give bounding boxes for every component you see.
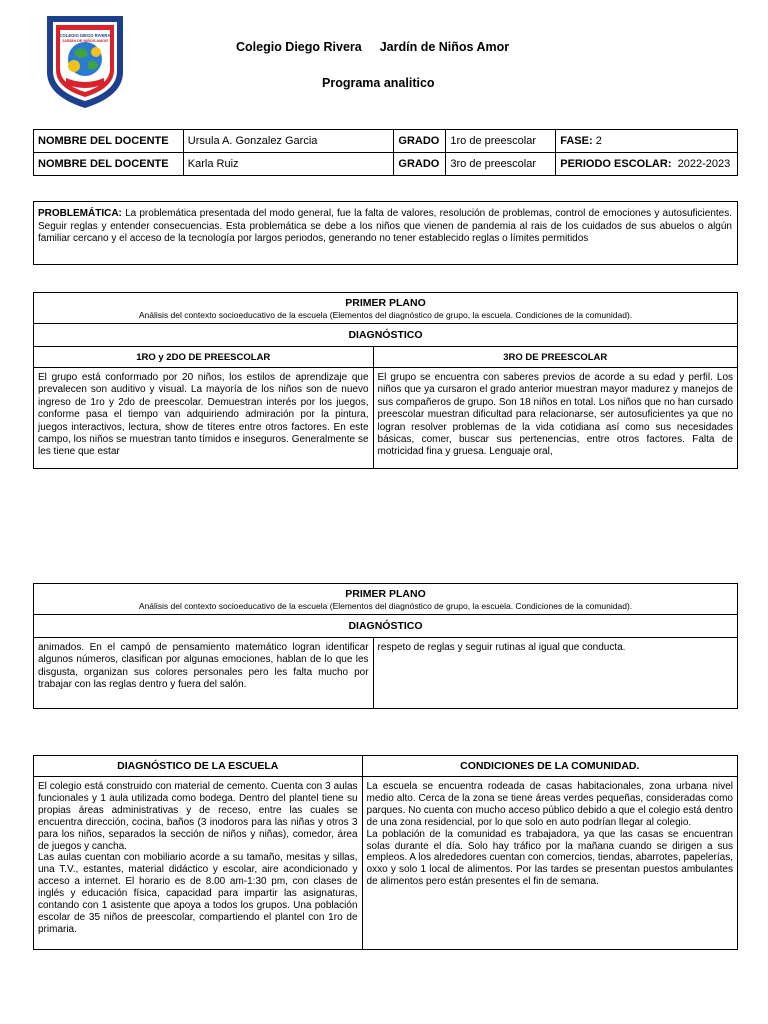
grade-value: 1ro de preescolar [446,130,556,153]
school-diagnosis-header: DIAGNÓSTICO DE LA ESCUELA [34,756,363,777]
phase-label: FASE: [560,135,593,147]
table-row [34,293,738,324]
diagnosis-text-3: El grupo se encuentra con saberes previos de acorde a su edad y perfil. Los niños que ya cursaron el grado anterior muestran mayor madurez y manejos de sus compañeros de grupo. Son 18 niños en total. Los niños que no han cursado preescolar muestran dificultad para relacionarse, ser autosuficientes ya que no logran resolver problemas de la vida cotidiana así como sus necesidades básicas, comer, buscar sus pertenencias, entre otros factores. Falta de motricidad fina y gruesa. Lenguaje oral, [377,372,733,458]
diagnosis-text-3: respeto de reglas y seguir rutinas al igual que conducta. [377,642,626,653]
teacher-name: Ursula A. Gonzalez Garcia [183,130,394,153]
diagnosis-title: DIAGNÓSTICO [34,615,738,638]
school-community-table [33,755,738,950]
school-diagnosis-p1: El colegio está construido con material de cemento. Cuenta con 3 aulas funcionales y 1 aula utilizada como bodega. Dentro del plantel tiene su propias áreas administrativas y de receso, entre las cuales se encuentra dirección, cocina, baños (3 inodoros para las niñas y otros 3 para los niños, separados la sección de niños y niñas), comedor, área de juegos y cancha. [38,781,358,852]
grade-value: 3ro de preescolar [446,153,556,176]
community-conditions-header: CONDICIONES DE LA COMUNIDAD. [362,756,737,777]
community-conditions-p1: La escuela se encuentra rodeada de casas habitacionales, zona urbana nivel medio alto. Cerca de la zona se tiene áreas verdes pequeñas, consideradas como parques. No cuenta con mucho acceso público debido a que el colegio está dentro de una zona residencial, por lo que solo en auto podrían llegar al colegio. [366,781,733,828]
phase-cell [556,130,738,153]
program-title: Programa analitico [322,76,435,90]
school-diagnosis-p2: Las aulas cuentan con mobiliario acorde a su tamaño, mesitas y sillas, una T.V., estantes, material didáctico y escolar, aire acondicionado y acceso a internet. El horario es de 8.00 am-1:30 pm, con clases de inglés y educación física, capacidad para impartir las asignaturas, contando con 1 asistente que apoya a todos los grupos. Una población escolar de 35 niños de preescolar, compartiendo el plantel con 1ro de primaria. [38,852,358,935]
plano-header [34,293,738,324]
table-row [34,638,738,709]
problem-text: La problemática presentada del modo general, fue la falta de valores, resolución de problemas, control de emociones y autosuficientes. Seguir reglas y entender consecuencias. Esta problemática se debe a los niños que vienen de pandemia al rais de los cuidados de sus abuelos o algún familiar cercano y el acceso de la tecnología por largos periodos, generando no tener establecido reglas o límites permitidos [38,208,732,245]
diagnosis-text-1-2: El grupo está conformado por 20 niños, los estilos de aprendizaje que prevalecen son auditivo y visual. La mayoría de los niños son de nuevo ingreso de 1ro y 2do de preescolar. Demuestran interés por los juegos, conforme pasa el tiempo van adquiriendo admiración por la pintura, juegos interactivos, lectura, show de títeres entre otros factores. En este campo, los niños se muestran tanto tímidos e inseguros. Generalmente se les tiene que estar [38,372,369,458]
school-name: Colegio Diego Rivera [236,40,362,54]
logo-text-top: COLEGIO DIEGO RIVERA [59,33,111,38]
period-label: PERIODO ESCOLAR: [560,158,672,170]
diagnosis-cell-3 [373,638,737,709]
table-row [34,368,738,469]
logo-text-bottom: JARDÍN DE NIÑOS AMOR [61,39,109,43]
kinder-name: Jardín de Niños Amor [379,40,510,54]
teachers-table [33,129,738,176]
school-logo [44,14,126,110]
diagnosis-title: DIAGNÓSTICO [34,324,738,347]
diagnosis-table-2 [33,583,738,709]
column-header-1-2: 1RO y 2DO DE PREESCOLAR [34,347,374,368]
school-heading [236,40,509,54]
teacher-label: NOMBRE DEL DOCENTE [34,130,184,153]
teacher-label: NOMBRE DEL DOCENTE [34,153,184,176]
table-row [34,347,738,368]
school-diagnosis-cell [34,777,363,950]
plano-title: PRIMER PLANO [345,588,426,600]
table-row [34,756,738,777]
plano-subtitle: Análisis del contexto socioeducativo de la escuela (Elementos del diagnóstico de grupo, la escuela. Condiciones de la comunidad). [138,601,633,611]
plano-title: PRIMER PLANO [345,297,426,309]
table-row [34,777,738,950]
problem-box [33,201,738,265]
diagnosis-table-1 [33,292,738,469]
diagnosis-cell-3 [373,368,737,469]
period-cell [556,153,738,176]
phase-value: 2 [595,135,602,147]
table-row [34,615,738,638]
plano-subtitle: Análisis del contexto socioeducativo de la escuela (Elementos del diagnóstico de grupo, la escuela. Condiciones de la comunidad). [138,310,633,320]
column-header-3: 3RO DE PREESCOLAR [373,347,737,368]
table-row [34,324,738,347]
diagnosis-cell-1-2 [34,368,374,469]
plano-header [34,584,738,615]
diagnosis-text-1-2: animados. En el campó de pensamiento matemático logran identificar algunos números, clasifican por algunas emociones, hablan de lo que les disgusta, organizan sus colores personales pero les falta mucho por trabajar con las reglas dentro y fuera del salón. [38,642,369,691]
table-row [34,153,738,176]
community-conditions-p2: La población de la comunidad es trabajadora, ya que las casas se encuentran solas durante el día. Solo hay tráfico por la mañana cuando se dirigen a sus empleos. A los alrededores cuentan con comercios, tiendas, abarrotes, papelerías, oxxo y solo 1 local de alimentos. Por las tardes se presentan puestos ambulantes de alimentos pero están presentes el fin de semana. [366,828,733,888]
period-value: 2022-2023 [677,158,731,170]
teacher-name: Karla Ruiz [183,153,394,176]
problem-label: PROBLEMÁTICA: [38,208,122,219]
table-row [34,130,738,153]
diagnosis-cell-1-2 [34,638,374,709]
community-conditions-cell [362,777,737,950]
grade-label: GRADO [394,153,446,176]
table-row [34,584,738,615]
grade-label: GRADO [394,130,446,153]
